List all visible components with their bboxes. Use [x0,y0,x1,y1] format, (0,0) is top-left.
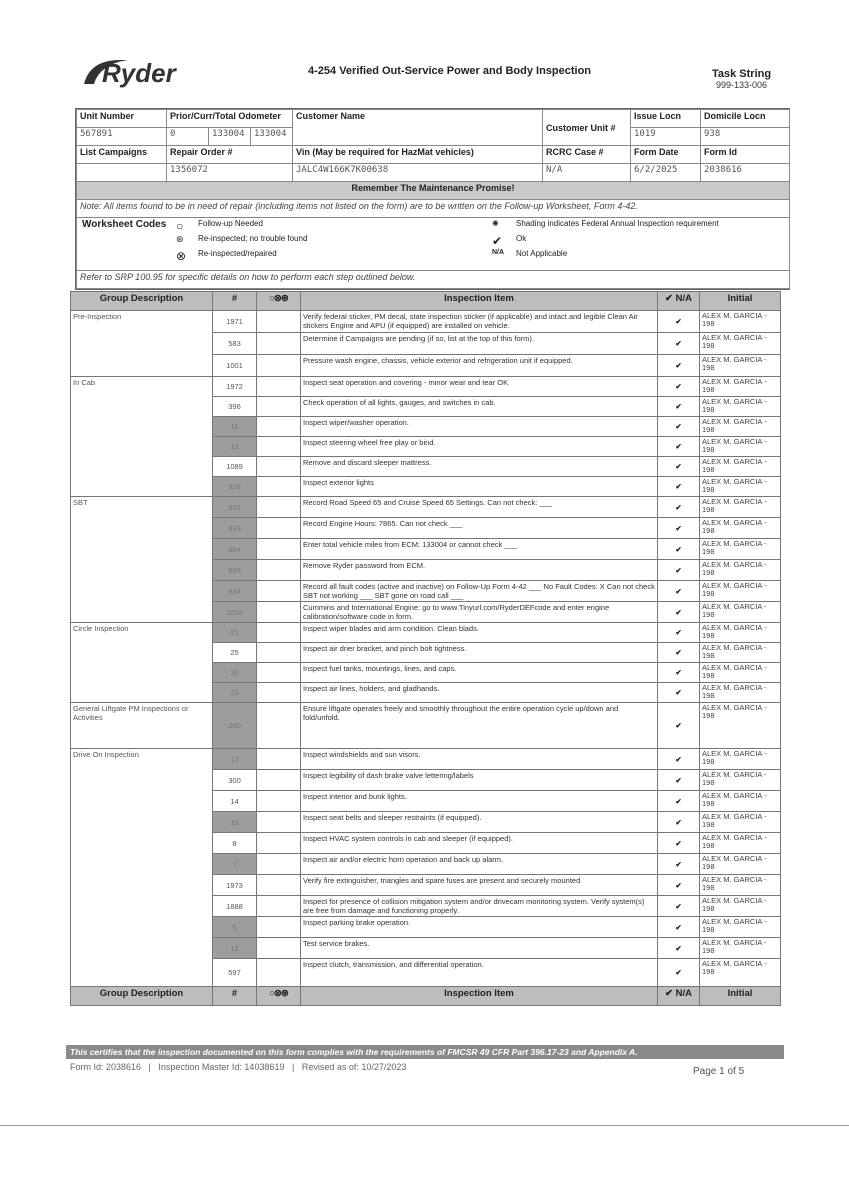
inspection-item: Inspect air drier bracket, and pinch bolt tightness. [301,643,658,663]
form-id-value: 2038616 [701,164,790,182]
task-string [712,68,771,90]
initial: ALEX M. GARCIA - 198 [700,477,781,497]
item-number: 11 [213,417,257,437]
inspection-item: Inspect clutch, transmission, and differential operation. [301,959,658,987]
col-codes: ○⊗⊛ [257,292,301,311]
initial: ALEX M. GARCIA - 198 [700,539,781,560]
foot-col-check: ✔ N/A [658,987,700,1006]
item-number: 32 [213,663,257,683]
logo-text: Ryder [102,58,176,88]
initial: ALEX M. GARCIA - 198 [700,602,781,623]
col-initial: Initial [700,292,781,311]
inspection-item: Inspect windshields and sun visors. [301,749,658,770]
code-cell [257,377,301,397]
issue-locn-value: 1019 [631,128,701,146]
item-number: 583 [213,333,257,355]
item-number: 1972 [213,377,257,397]
foot-col-initial: Initial [700,987,781,1006]
col-inspection-item: Inspection Item [301,292,658,311]
footer-revised: Revised as of: 10/27/2023 [301,1062,407,1072]
foot-col-codes: ○⊗⊛ [257,987,301,1006]
check-mark: ✔ [658,875,700,896]
initial: ALEX M. GARCIA - 198 [700,417,781,437]
initial: ALEX M. GARCIA - 198 [700,812,781,833]
check-mark: ✔ [658,437,700,457]
scan-edge-divider [0,1125,849,1126]
item-number: 25 [213,643,257,663]
item-number: 926 [213,477,257,497]
inspection-item: Inspect fuel tanks, mountings, lines, and caps. [301,663,658,683]
code-cell [257,703,301,749]
code-cell [257,875,301,896]
table-row [71,749,781,770]
initial: ALEX M. GARCIA - 198 [700,497,781,518]
inspection-item: Inspect seat operation and covering - minor wear and tear OK [301,377,658,397]
group-description: Pre-Inspection [71,311,213,377]
inspection-item: Inspect parking brake operation. [301,917,658,938]
ok-circle-icon: ⊛ [176,234,184,244]
inspection-item: Inspect wiper blades and arm condition. Clean blads. [301,623,658,643]
repair-order-label: Repair Order # [167,146,293,164]
code-cell [257,854,301,875]
inspection-item: Inspect seat belts and sleeper restraints (if equipped). [301,812,658,833]
item-number: 12 [213,938,257,959]
code-cell [257,896,301,917]
initial: ALEX M. GARCIA - 198 [700,833,781,854]
item-number: 300 [213,770,257,791]
code-cell [257,518,301,539]
item-number: 13 [213,437,257,457]
odometer-current: 133004 [209,128,251,146]
inspection-item: Record Engine Hours: 7865. Can not check ___ [301,518,658,539]
check-mark: ✔ [658,663,700,683]
inspection-item: Inspect legibility of dash brake valve lettering/labels [301,770,658,791]
check-mark: ✔ [658,683,700,703]
list-campaigns-label: List Campaigns [77,146,167,164]
item-number: 1971 [213,311,257,333]
initial: ALEX M. GARCIA - 198 [700,663,781,683]
initial: ALEX M. GARCIA - 198 [700,703,781,749]
repair-note: Note: All items found to be in need of repair (including items not listed on the form) are to be written on the Follow-up Worksheet, Form 4-42. [77,200,790,218]
rcrc-value: N/A [543,164,631,182]
check-mark: ✔ [658,938,700,959]
item-number: 8 [213,833,257,854]
code-cell [257,355,301,377]
item-number: 932 [213,497,257,518]
issue-locn-label: Issue Locn [631,110,701,128]
code-cell [257,602,301,623]
code-cell [257,643,301,663]
item-number: 2008 [213,602,257,623]
table-row [71,497,781,518]
code-cell [257,397,301,417]
code-cell [257,959,301,987]
circle-icon: ○ [176,219,184,233]
initial: ALEX M. GARCIA - 198 [700,397,781,417]
code-cell [257,938,301,959]
code-cell [257,770,301,791]
initial: ALEX M. GARCIA - 198 [700,683,781,703]
item-number: 396 [213,397,257,417]
inspection-item: Pressure wash engine, chassis, vehicle exterior and refrigeration unit if equipped. [301,355,658,377]
customer-name-label: Customer Name [293,110,543,146]
item-number: 1089 [213,457,257,477]
odometer-total: 133004 [251,128,293,146]
footer-ids: Form Id: 2038616 | Inspection Master Id: 14038619 | Revised as of: 10/27/2023 [70,1062,407,1072]
check-mark: ✔ [658,854,700,875]
check-mark: ✔ [658,417,700,437]
initial: ALEX M. GARCIA - 198 [700,875,781,896]
inspection-item: Record Road Speed 65 and Cruise Speed 65 Settings. Can not check: ___ [301,497,658,518]
check-mark: ✔ [658,457,700,477]
code-cell [257,581,301,602]
check-mark: ✔ [658,770,700,791]
worksheet-codes-label: Worksheet Codes [82,219,167,230]
initial: ALEX M. GARCIA - 198 [700,333,781,355]
col-check: ✔ N/A [658,292,700,311]
item-number: 280 [213,703,257,749]
inspection-item: Verify federal sticker, PM decal, state inspection sticker (if applicable) and intact and legible Clean Air stickers Engine and APU (if equipped) are installed on vehicle. [301,311,658,333]
item-number: 597 [213,959,257,987]
code-cell [257,560,301,581]
form-id-label: Form Id [701,146,790,164]
inspection-item: Inspect HVAC system controls in cab and sleeper (if equipped). [301,833,658,854]
check-mark: ✔ [658,623,700,643]
checkmark-icon: ✔ [492,234,503,248]
crossed-circle-icon: ⊗ [176,249,187,263]
code-cell [257,457,301,477]
check-mark: ✔ [658,643,700,663]
check-mark: ✔ [658,311,700,333]
item-number: 14 [213,791,257,812]
initial: ALEX M. GARCIA - 198 [700,749,781,770]
check-mark: ✔ [658,749,700,770]
code-cell [257,663,301,683]
item-number: 1973 [213,875,257,896]
page-number: Page 1 of 5 [693,1066,745,1077]
initial: ALEX M. GARCIA - 198 [700,770,781,791]
code-cell [257,791,301,812]
code-cell [257,749,301,770]
col-number: # [213,292,257,311]
na-symbol: N/A [492,249,505,256]
unit-number-value: 567891 [77,128,167,146]
initial: ALEX M. GARCIA - 198 [700,791,781,812]
code-cell [257,417,301,437]
inspection-item: Inspect steering wheel free play or bind. [301,437,658,457]
col-group-description: Group Description [71,292,213,311]
code-reinspected: Re-inspected; no trouble found [198,234,308,243]
code-cell [257,497,301,518]
task-string-label: Task String [712,68,772,80]
vin-value: JALC4W166K7K00638 [293,164,543,182]
initial: ALEX M. GARCIA - 198 [700,623,781,643]
code-cell [257,683,301,703]
unit-number-label: Unit Number [77,110,167,128]
table-row [71,377,781,397]
inspection-item: Inspect for presence of collision mitigation system and/or drivecam monitoring system. Verify system(s) are free from damage and functioning properly. [301,896,658,917]
check-mark: ✔ [658,560,700,581]
check-mark: ✔ [658,377,700,397]
inspection-item: Cummins and International Engine: go to www.Tinyurl.com/RyderDEFcode and enter engine calibration/software code in form. [301,602,658,623]
inspection-item: Enter total vehicle miles from ECM: 133004 or cannot check ___ [301,539,658,560]
code-cell [257,917,301,938]
group-description: General Liftgate PM Inspections or Activities [71,703,213,749]
code-cell [257,311,301,333]
vin-label: Vin (May be required for HazMat vehicles) [293,146,543,164]
item-number: 21 [213,623,257,643]
foot-col-group-description: Group Description [71,987,213,1006]
check-mark: ✔ [658,518,700,539]
initial: ALEX M. GARCIA - 198 [700,938,781,959]
table-row [71,623,781,643]
inspection-item: Check operation of all lights, gauges, and switches in cab. [301,397,658,417]
check-mark: ✔ [658,896,700,917]
foot-col-inspection-item: Inspection Item [301,987,658,1006]
table-row [71,703,781,749]
inspection-item: Inspect air lines, holders, and gladhands. [301,683,658,703]
check-mark: ✔ [658,917,700,938]
initial: ALEX M. GARCIA - 198 [700,581,781,602]
initial: ALEX M. GARCIA - 198 [700,560,781,581]
check-mark: ✔ [658,581,700,602]
group-description: SBT [71,497,213,623]
maintenance-banner: Remember The Maintenance Promise! [77,182,790,200]
check-mark: ✔ [658,477,700,497]
inspection-item: Remove and discard sleeper mattress. [301,457,658,477]
check-mark: ✔ [658,355,700,377]
table-row [71,311,781,333]
odometer-prior: 0 [167,128,209,146]
check-mark: ✔ [658,497,700,518]
ryder-logo [80,50,200,94]
item-number: 7 [213,854,257,875]
item-number: 15 [213,812,257,833]
code-followup: Follow-up Needed [198,219,263,228]
item-number: 584 [213,539,257,560]
initial: ALEX M. GARCIA - 198 [700,854,781,875]
document-title: 4-254 Verified Out-Service Power and Body Inspection [308,65,592,77]
shading-icon: ✺ [492,219,499,228]
item-number: 23 [213,683,257,703]
initial: ALEX M. GARCIA - 198 [700,917,781,938]
group-description: Circle Inspection [71,623,213,703]
unit-info-block [75,108,790,290]
code-repaired: Re-inspected/repaired [198,249,277,258]
foot-col-number: # [213,987,257,1006]
check-mark: ✔ [658,539,700,560]
check-mark: ✔ [658,833,700,854]
check-mark: ✔ [658,791,700,812]
check-mark: ✔ [658,333,700,355]
initial: ALEX M. GARCIA - 198 [700,457,781,477]
item-number: 1888 [213,896,257,917]
domicile-value: 938 [701,128,790,146]
group-description: Drive On Inspection [71,749,213,987]
code-cell [257,623,301,643]
srp-reference: Refer to SRP 100.95 for specific details on how to perform each step outlined below. [77,271,790,289]
footer-form-id: Form Id: 2038616 [70,1062,142,1072]
shading-note: Shading indicates Federal Annual Inspection requirement [516,219,719,228]
item-number: 934 [213,581,257,602]
customer-unit-label: Customer Unit # [543,110,631,146]
repair-order-value: 1356072 [167,164,293,182]
code-cell [257,333,301,355]
form-date-label: Form Date [631,146,701,164]
item-number: 933 [213,518,257,539]
code-cell [257,833,301,854]
check-mark: ✔ [658,397,700,417]
inspection-item: Inspect wiper/washer operation. [301,417,658,437]
form-date-value: 6/2/2025 [631,164,701,182]
inspection-item: Record all fault codes (active and inactive) on Follow-Up Form 4-42 ___ No Fault Codes: X Can not check SBT not working ___ SBT gone on road call ___ [301,581,658,602]
initial: ALEX M. GARCIA - 198 [700,518,781,539]
footer-master-id: Inspection Master Id: 14038619 [158,1062,285,1072]
code-cell [257,539,301,560]
initial: ALEX M. GARCIA - 198 [700,959,781,987]
odometer-label: Prior/Curr/Total Odometer [167,110,293,128]
initial: ALEX M. GARCIA - 198 [700,643,781,663]
initial: ALEX M. GARCIA - 198 [700,896,781,917]
code-cell [257,812,301,833]
inspection-item: Inspect exterior lights [301,477,658,497]
inspection-item: Inspect air and/or electric horn operation and back up alarm. [301,854,658,875]
code-cell [257,477,301,497]
certification-bar: This certifies that the inspection documented on this form complies with the requirements of FMCSR 49 CFR Part 396.17-23 and Appendix A. [66,1045,784,1059]
check-mark: ✔ [658,959,700,987]
code-cell [257,437,301,457]
item-number: 5 [213,917,257,938]
inspection-item: Remove Ryder password from ECM. [301,560,658,581]
rcrc-label: RCRC Case # [543,146,631,164]
inspection-item: Determine if Campaigns are pending (if so, list at the top of this form). [301,333,658,355]
inspection-item: Test service brakes. [301,938,658,959]
item-number: 17 [213,749,257,770]
item-number: 586 [213,560,257,581]
domicile-label: Domicile Locn [701,110,790,128]
na-label: Not Applicable [516,249,568,258]
task-string-value: 999-133-006 [716,80,768,90]
check-mark: ✔ [658,602,700,623]
ok-label: Ok [516,234,527,243]
check-mark: ✔ [658,812,700,833]
inspection-item: Ensure liftgate operates freely and smoothly throughout the entire operation cycle up/down and fold/unfold. [301,703,658,749]
inspection-item: Verify fire extinguisher, triangles and spare fuses are present and securely mounted [301,875,658,896]
inspection-table [70,291,780,1006]
item-number: 1001 [213,355,257,377]
initial: ALEX M. GARCIA - 198 [700,437,781,457]
check-mark: ✔ [658,703,700,749]
initial: ALEX M. GARCIA - 198 [700,355,781,377]
group-description: In Cab [71,377,213,497]
initial: ALEX M. GARCIA - 198 [700,377,781,397]
initial: ALEX M. GARCIA - 198 [700,311,781,333]
inspection-item: Inspect interior and bunk lights. [301,791,658,812]
